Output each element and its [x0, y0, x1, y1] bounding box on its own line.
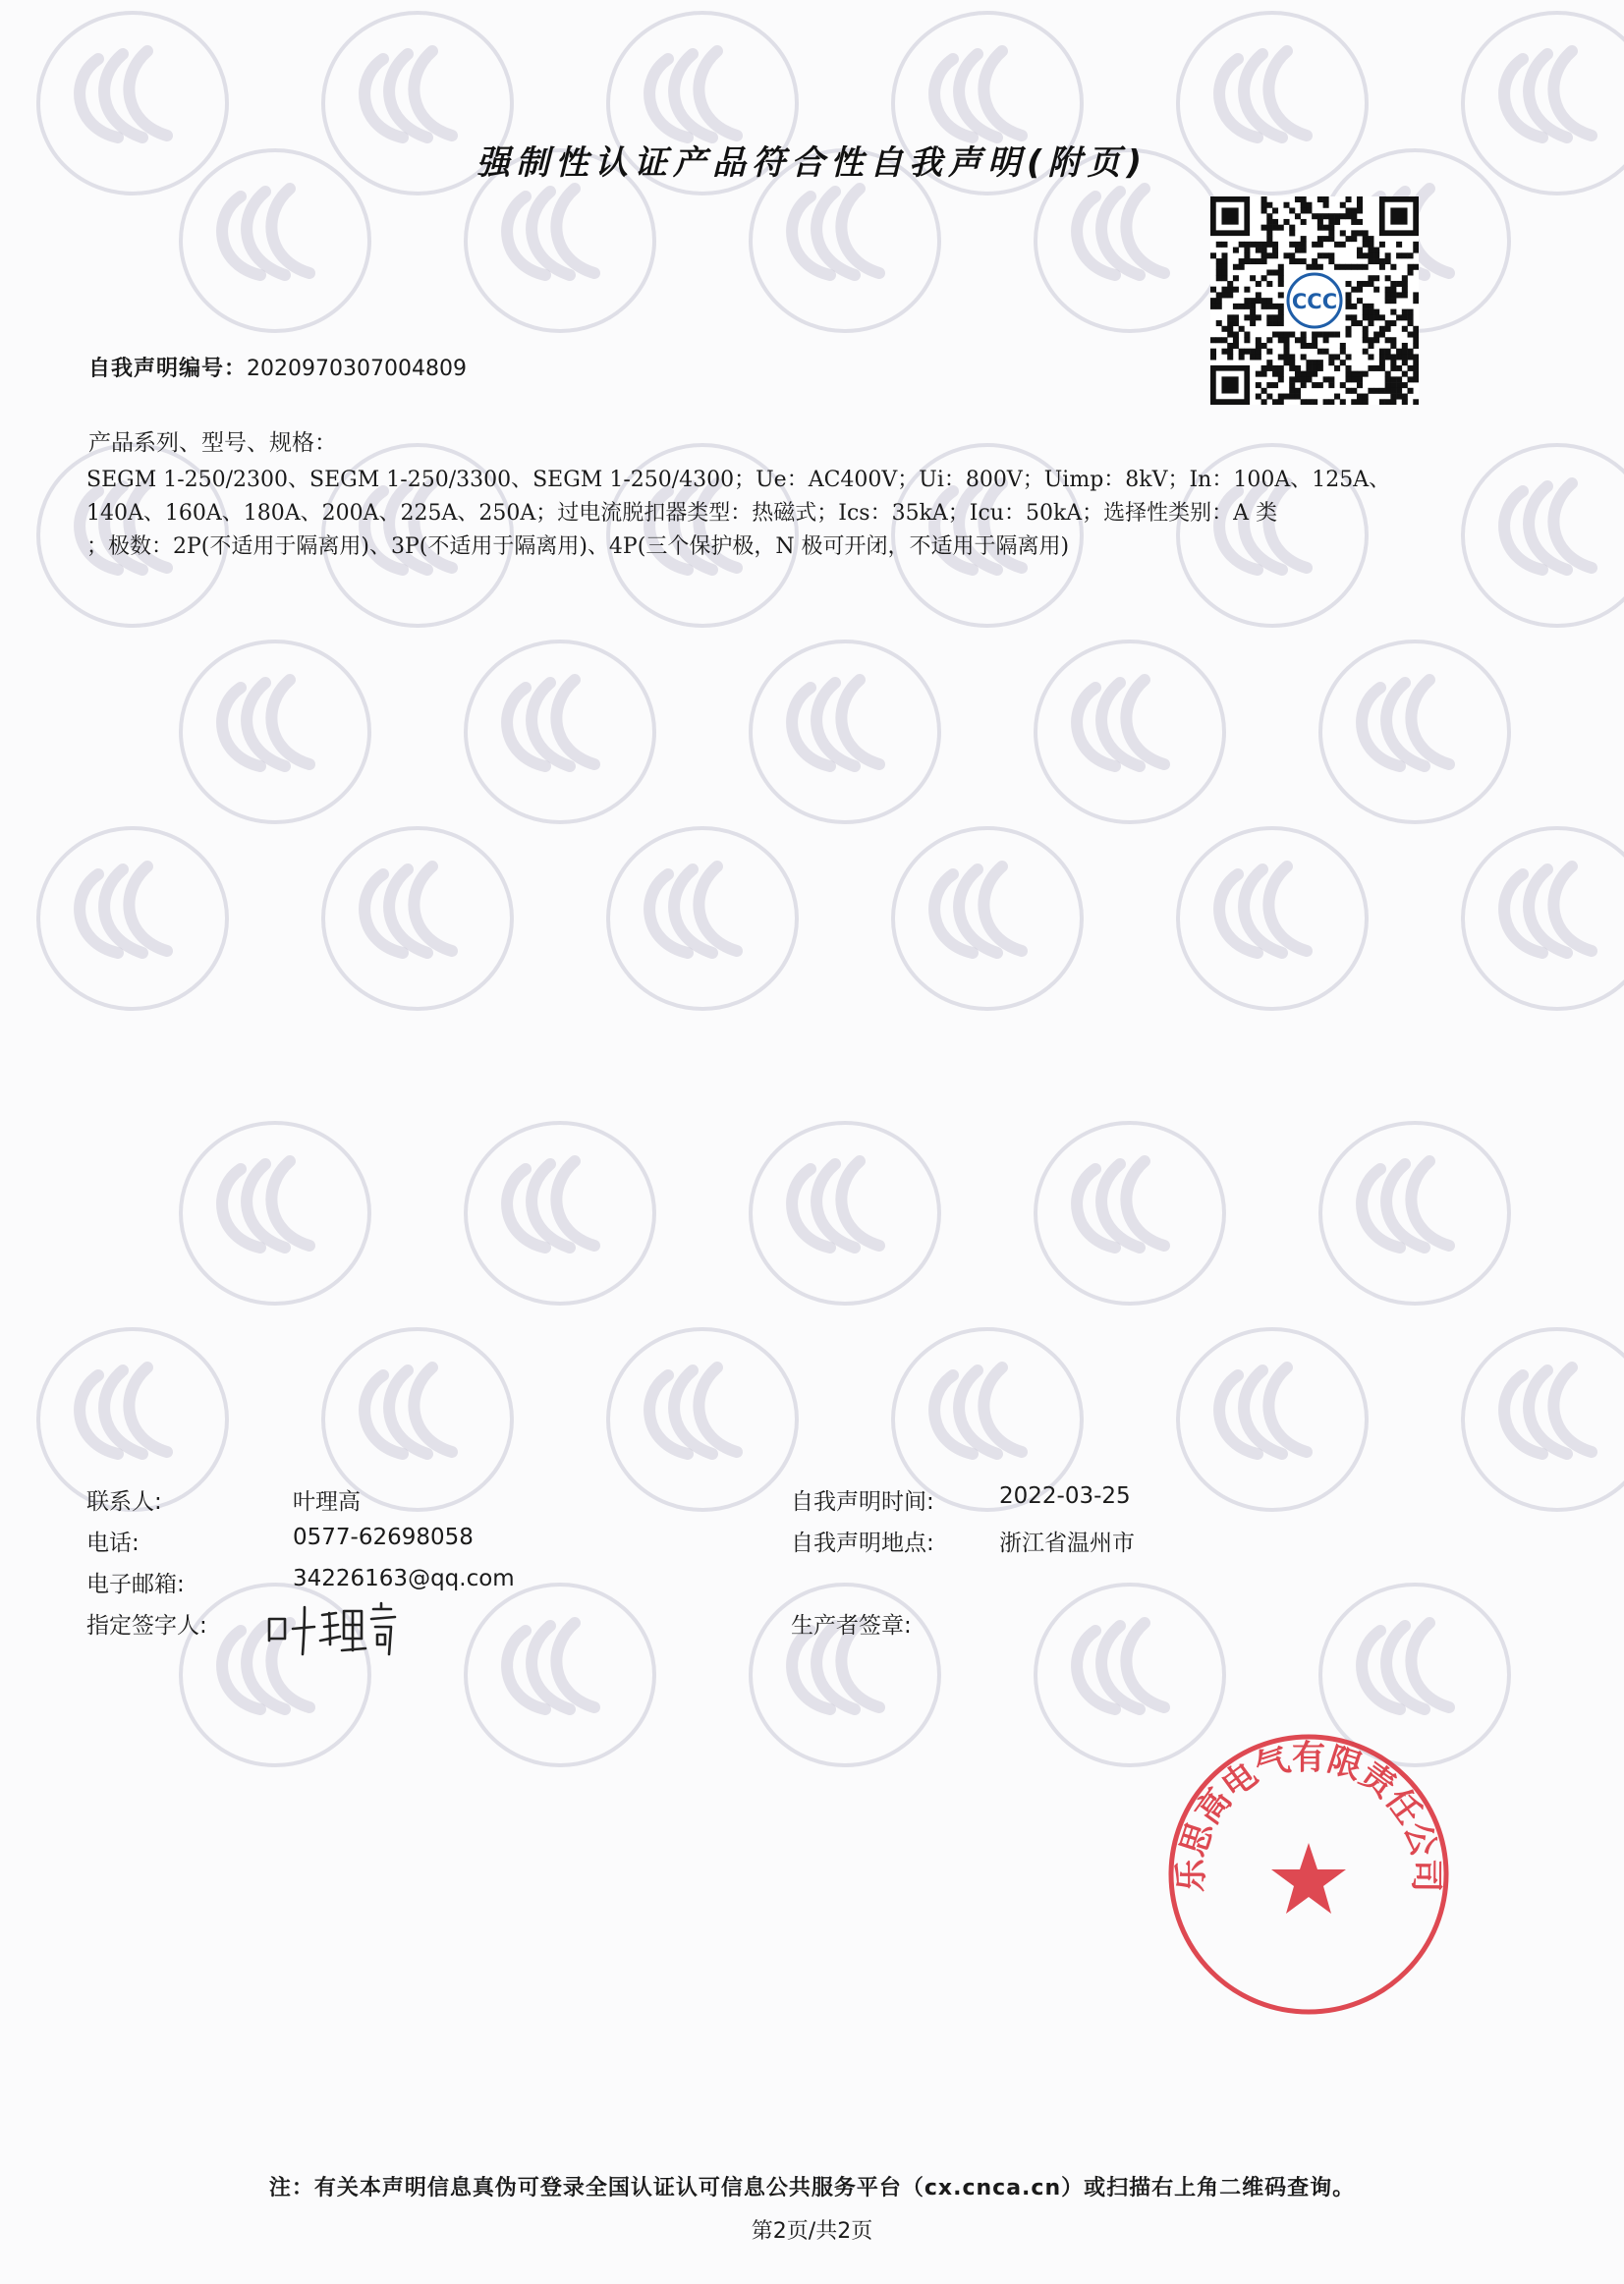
ccc-watermark-icon [457, 629, 663, 835]
declaration-number-row [88, 352, 467, 382]
ccc-watermark-icon [172, 1110, 378, 1316]
producer-stamp-label: 生产者签章: [791, 1613, 912, 1639]
declaration-date-label: 自我声明时间: [791, 1489, 934, 1515]
declaration-number: 2020970307004809 [247, 357, 467, 381]
qr-ccc-badge: CCC [1291, 290, 1338, 313]
declaration-place-label: 自我声明地点: [791, 1531, 934, 1556]
ccc-watermark-icon [599, 815, 806, 1022]
phone-value: 0577-62698058 [293, 1525, 474, 1550]
footer-note: 注：有关本声明信息真伪可登录全国认证认可信息公共服务平台（cx.cnca.cn）或扫描右上角二维码查询。 [268, 2176, 1356, 2200]
ccc-watermark-icon [1027, 629, 1233, 835]
document-title: 强制性认证产品符合性自我声明(附页) [476, 143, 1148, 183]
ccc-watermark-icon [29, 815, 236, 1022]
contact-person-label: 联系人: [86, 1489, 162, 1515]
page-number: 第2页/共2页 [751, 2219, 873, 2244]
seal-text: 乐思高电气有限责任公司 [1171, 1738, 1446, 1893]
contact-person: 叶理高 [293, 1489, 361, 1515]
declaration-date: 2022-03-25 [999, 1483, 1131, 1509]
ccc-watermark-icon [1454, 815, 1624, 1022]
email-label: 电子邮箱: [86, 1572, 185, 1597]
company-seal-icon [1161, 1727, 1456, 2022]
ccc-watermark-icon [742, 1110, 948, 1316]
ccc-watermark-icon [1312, 629, 1518, 835]
qr-code-icon[interactable] [1210, 196, 1419, 405]
spec-line: ；极数：2P(不适用于隔离用)、3P(不适用于隔离用)、4P(三个保护极，N 极可开闭，不适用于隔离用) [86, 534, 1070, 559]
spec-line: 140A、160A、180A、200A、225A、250A；过电流脱扣器类型：热磁式；Ics：35kA；Icu：50kA；选择性类别：A 类 [86, 501, 1278, 526]
ccc-watermark-icon [1169, 815, 1375, 1022]
product-spec-text [86, 464, 1462, 564]
ccc-watermark-icon [742, 1572, 948, 1778]
declaration-number-label: 自我声明编号： [88, 357, 248, 381]
declaration-place: 浙江省温州市 [999, 1531, 1135, 1556]
ccc-watermark-icon [1454, 432, 1624, 639]
phone-label: 电话: [86, 1531, 140, 1556]
ccc-watermark-icon [1454, 1316, 1624, 1523]
spec-line: SEGM 1-250/2300、SEGM 1-250/3300、SEGM 1-250/4300；Ue：AC400V；Ui：800V；Uimp：8kV；In：100A、125A、 [86, 468, 1391, 492]
ccc-watermark-icon [742, 629, 948, 835]
ccc-watermark-icon [599, 1316, 806, 1523]
handwritten-signature [263, 1601, 401, 1658]
ccc-watermark-icon [457, 1572, 663, 1778]
signer-label: 指定签字人: [86, 1613, 207, 1639]
ccc-watermark-icon [314, 815, 521, 1022]
ccc-watermark-icon [1312, 1110, 1518, 1316]
ccc-watermark-icon [172, 629, 378, 835]
ccc-watermark-icon [457, 1110, 663, 1316]
ccc-watermark-icon [1027, 1110, 1233, 1316]
product-spec-label: 产品系列、型号、规格： [88, 430, 337, 456]
ccc-watermark-icon [884, 815, 1091, 1022]
ccc-watermark-icon [1169, 1316, 1375, 1523]
email-value: 34226163@qq.com [293, 1566, 515, 1591]
